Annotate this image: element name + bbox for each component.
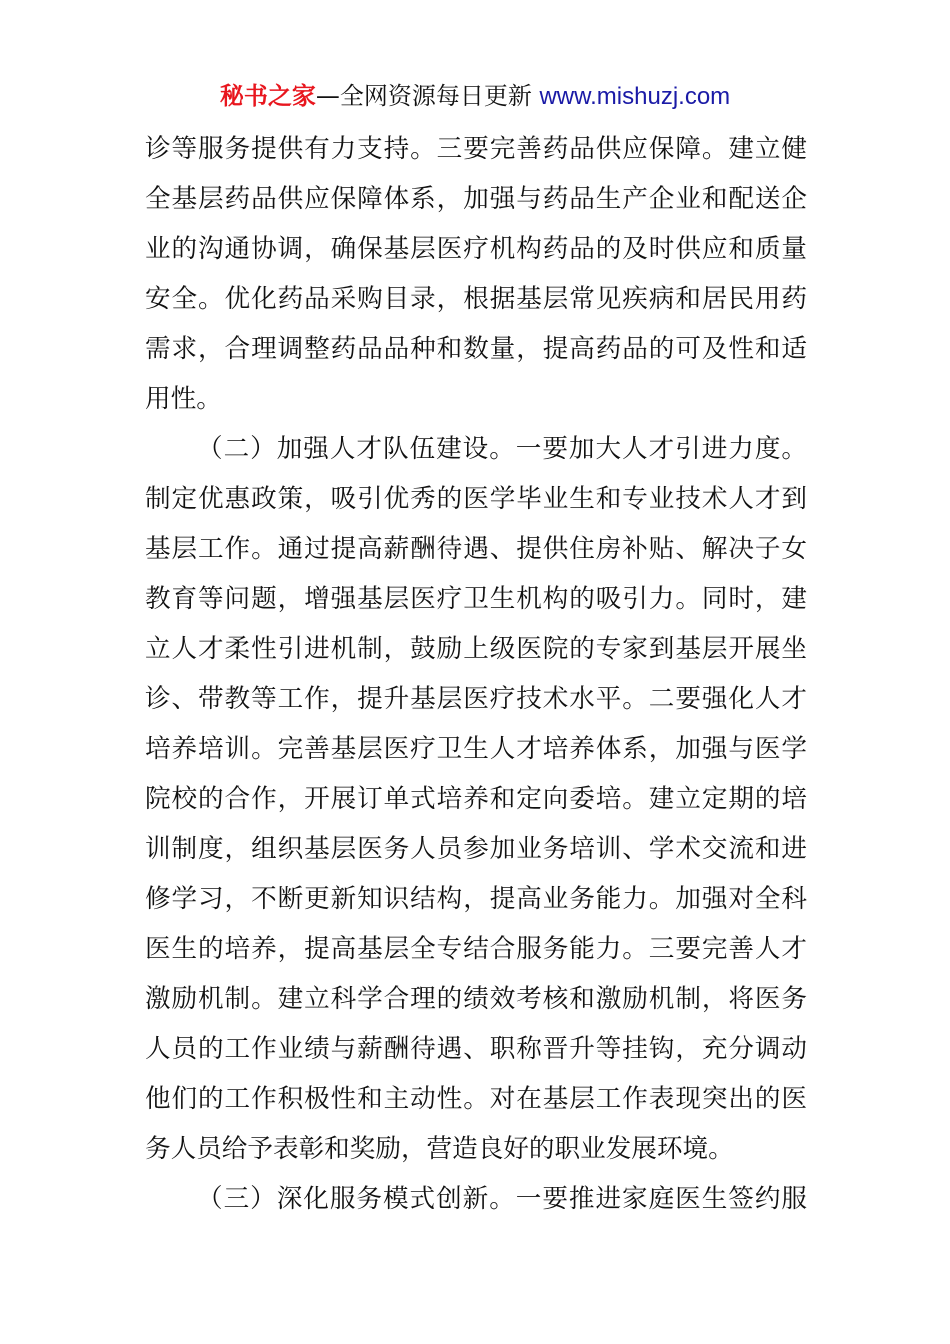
text-line: 安全。优化药品采购目录，根据基层常见疾病和居民用药 <box>145 284 807 314</box>
text-line: 他们的工作积极性和主动性。对在基层工作表现突出的医 <box>145 1084 807 1114</box>
text-line: 激励机制。建立科学合理的绩效考核和激励机制，将医务 <box>145 984 807 1014</box>
text-line: 立人才柔性引进机制，鼓励上级医院的专家到基层开展坐 <box>145 634 807 664</box>
text-line: 制定优惠政策，吸引优秀的医学毕业生和专业技术人才到 <box>145 484 807 514</box>
text-line: 诊、带教等工作，提升基层医疗技术水平。二要强化人才 <box>145 684 807 714</box>
text-line: 培养培训。完善基层医疗卫生人才培养体系，加强与医学 <box>145 734 807 764</box>
site-tagline: —全网资源每日更新 <box>315 82 532 110</box>
text-line: 训制度，组织基层医务人员参加业务培训、学术交流和进 <box>145 834 807 864</box>
text-line: 业的沟通协调，确保基层医疗机构药品的及时供应和质量 <box>145 234 807 264</box>
text-line: 教育等问题，增强基层医疗卫生机构的吸引力。同时，建 <box>145 584 807 614</box>
text-line: 人员的工作业绩与薪酬待遇、职称晋升等挂钩，充分调动 <box>145 1034 807 1064</box>
text-line: 诊等服务提供有力支持。三要完善药品供应保障。建立健 <box>145 134 807 164</box>
text-line: 用性。 <box>145 384 222 414</box>
site-url[interactable]: www.mishuzj.com <box>539 83 731 110</box>
text-line: 全基层药品供应保障体系，加强与药品生产企业和配送企 <box>145 184 807 214</box>
text-line: 务人员给予表彰和奖励，营造良好的职业发展环境。 <box>145 1134 734 1164</box>
text-line: （三）深化服务模式创新。一要推进家庭医生签约服 <box>197 1184 807 1214</box>
page-header <box>0 80 950 113</box>
text-line: 医生的培养，提高基层全专结合服务能力。三要完善人才 <box>145 934 807 964</box>
text-line: （二）加强人才队伍建设。一要加大人才引进力度。 <box>197 434 807 464</box>
document-body <box>145 124 807 1224</box>
text-line: 修学习，不断更新知识结构，提高业务能力。加强对全科 <box>145 884 807 914</box>
text-line: 需求，合理调整药品品种和数量，提高药品的可及性和适 <box>145 334 807 364</box>
site-brand: 秘书之家 <box>219 82 316 110</box>
text-line: 基层工作。通过提高薪酬待遇、提供住房补贴、解决子女 <box>145 534 807 564</box>
text-line: 院校的合作，开展订单式培养和定向委培。建立定期的培 <box>145 784 807 814</box>
